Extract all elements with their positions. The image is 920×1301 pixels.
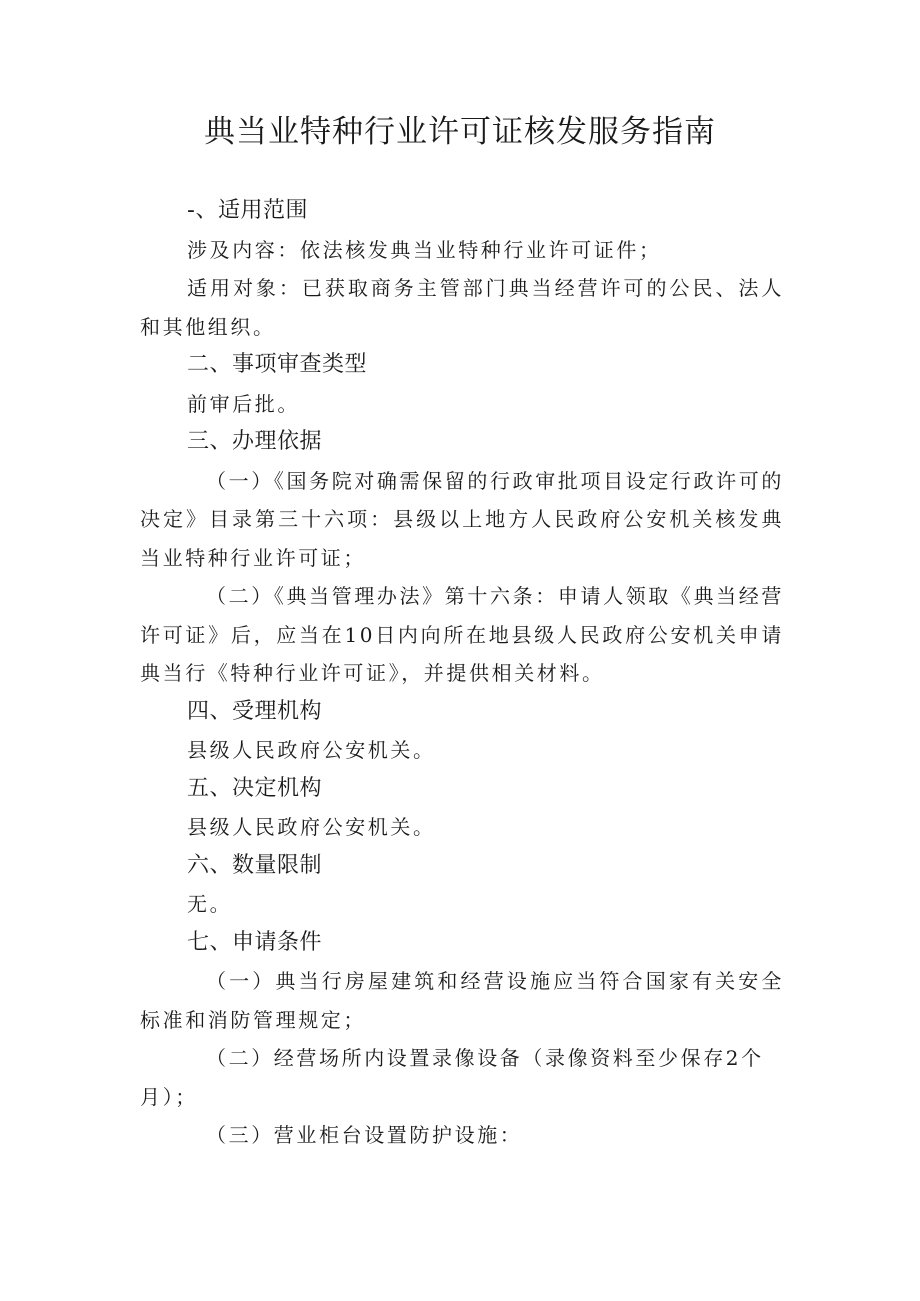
paragraph-accepting-agency: 县级人民政府公安机关。 xyxy=(187,738,436,762)
paragraph-condition-2: （二）经营场所内设置录像设备（录像资料至少保存2个月）； xyxy=(140,1046,764,1109)
paragraph-condition-3: （三）营业柜台设置防护设施： xyxy=(206,1123,523,1147)
paragraph-condition-1: （一）典当行房屋建筑和经营设施应当符合国家有关安全标准和消防管理规定； xyxy=(140,969,784,1032)
section-heading-accepting-agency: 四、受理机构 xyxy=(187,698,323,724)
section-heading-review-type: 二、事项审查类型 xyxy=(187,352,368,377)
paragraph-scope-target: 适用对象：已获取商务主管部门典当经营许可的公民、法人和其他组织。 xyxy=(140,276,784,339)
document-body xyxy=(140,192,784,1155)
paragraph-review-type: 前审后批。 xyxy=(187,391,300,416)
section-heading-scope: -、适用范围 xyxy=(187,198,308,223)
paragraph-quantity-limit: 无。 xyxy=(187,892,233,916)
paragraph-scope-content: 涉及内容：依法核发典当业特种行业许可证件； xyxy=(187,237,662,262)
section-heading-quantity-limit: 六、数量限制 xyxy=(187,852,323,878)
section-heading-legal-basis: 三、办理依据 xyxy=(187,429,323,454)
section-heading-deciding-agency: 五、决定机构 xyxy=(187,775,323,801)
paragraph-deciding-agency: 县级人民政府公安机关。 xyxy=(187,815,436,839)
paragraph-legal-basis-2: （二）《典当管理办法》第十六条：申请人领取《典当经营许可证》后，应当在10日内向所在地县级人民政府公安机关申请典当行《特种行业许可证》，并提供相关材料。 xyxy=(140,584,784,685)
section-heading-conditions: 七、申请条件 xyxy=(187,929,323,955)
paragraph-legal-basis-1: （一）《国务院对确需保留的行政审批项目设定行政许可的决定》目录第三十六项：县级以上地方人民政府公安机关核发典当业特种行业许可证； xyxy=(140,468,784,570)
document-title: 典当业特种行业许可证核发服务指南 xyxy=(204,114,716,150)
